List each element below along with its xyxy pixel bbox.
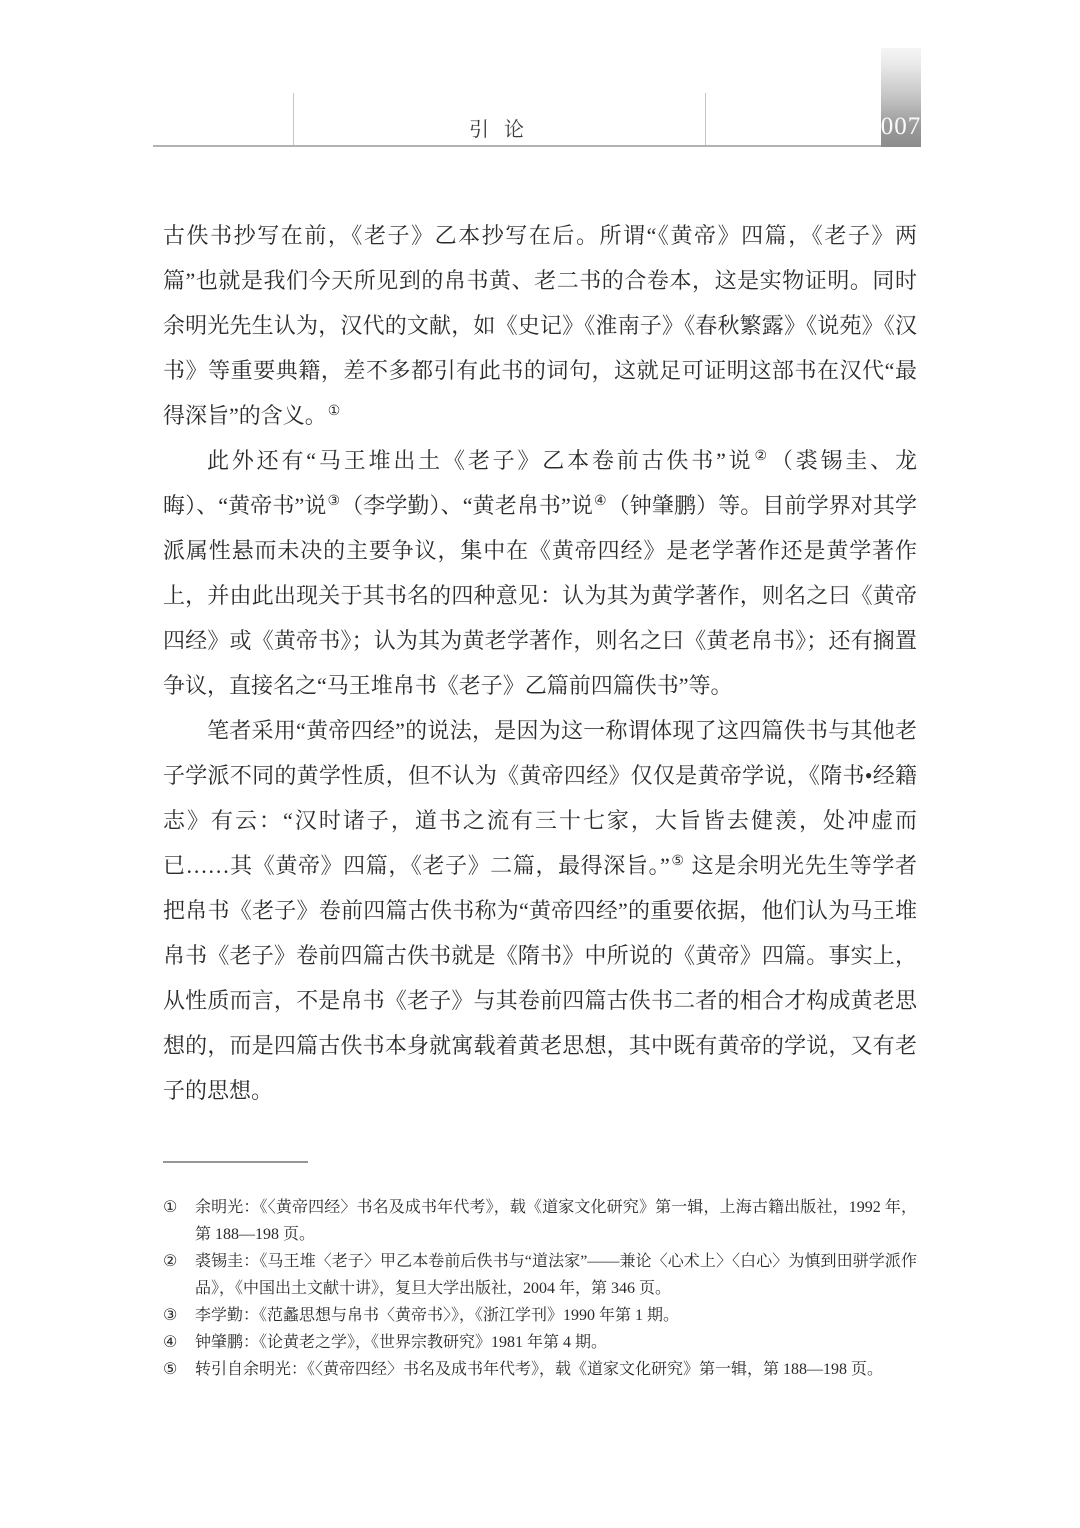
body-text [163, 213, 917, 1113]
footnote-item [163, 1356, 917, 1383]
footnote-text: 余明光：《〈黄帝四经〉书名及成书年代考》，载《道家文化研究》第一辑，上海古籍出版社，1992 年，第 188—198 页。 [195, 1199, 917, 1243]
footnote-marker: ⑤ [163, 1361, 178, 1378]
paragraph [163, 708, 917, 1113]
running-title: 引 论 [469, 119, 529, 141]
footnote-marker: ② [163, 1253, 178, 1270]
header-tick-right [705, 93, 706, 145]
footnote-item [163, 1194, 917, 1248]
footnote-item [163, 1329, 917, 1356]
text-run: （钟肇鹏）等。目前学界对其学派属性悬而未决的主要争议，集中在《黄帝四经》是老学著作还是黄学著作上，并由此出现关于其书名的四种意见：认为其为黄学著作，则名之曰《黄帝四经》或《黄帝书》；认为其为黄老学著作，则名之曰《黄老帛书》；还有搁置争议，直接名之“马王堆帛书《老子》乙篇前四篇佚书”等。 [163, 493, 917, 698]
footnote-text: 裘锡圭：《马王堆〈老子〉甲乙本卷前后佚书与“道法家”——兼论〈心术上〉〈白心〉为慎到田骈学派作品》，《中国出土文献十讲》，复旦大学出版社，2004 年，第 346 页。 [195, 1253, 917, 1297]
text-run: 笔者采用“黄帝四经”的说法，是因为这一称谓体现了这四篇佚书与其他老子学派不同的黄学性质，但不认为《黄帝四经》仅仅是黄帝学说，《隋书•经籍志》有云：“汉时诸子，道书之流有三十七家，大旨皆去健羡，处冲虚而已……其《黄帝》四篇，《老子》二篇，最得深旨。” [163, 718, 917, 878]
paragraph [163, 438, 917, 708]
footnote-ref: ④ [594, 494, 607, 509]
text-run: 古佚书抄写在前，《老子》乙本抄写在后。所谓“《黄帝》四篇，《老子》两篇”也就是我们今天所见到的帛书黄、老二书的合卷本，这是实物证明。同时余明光先生认为，汉代的文献，如《史记》《淮南子》《春秋繁露》《说苑》《汉书》等重要典籍，差不多都引有此书的词句，这就足可证明这部书在汉代“最得深旨”的含义。 [163, 223, 917, 428]
text-run: （裘锡圭、龙晦）、“黄帝书”说 [163, 448, 917, 518]
footnote-item [163, 1248, 917, 1302]
text-run: 此外还有“马王堆出土《老子》乙本卷前古佚书”说 [207, 448, 754, 473]
footnote-separator [163, 1161, 308, 1163]
footnote-marker: ③ [163, 1307, 178, 1324]
footnote-ref: ⑤ [670, 854, 685, 869]
footnote-text: 李学勤：《范蠡思想与帛书〈黄帝书〉》，《浙江学刊》1990 年第 1 期。 [195, 1307, 680, 1324]
footnote-ref: ① [327, 404, 341, 419]
footnotes [163, 1194, 917, 1383]
paragraph [163, 213, 917, 438]
footnote-text: 转引自余明光：《〈黄帝四经〉书名及成书年代考》，载《道家文化研究》第一辑，第 188—198 页。 [195, 1361, 884, 1378]
footnote-ref: ③ [327, 494, 341, 509]
footnote-item [163, 1302, 917, 1329]
footnote-marker: ④ [163, 1334, 178, 1351]
page-number-box [881, 48, 921, 147]
header-rule [153, 145, 881, 147]
text-run: （李学勤）、“黄老帛书”说 [341, 493, 593, 518]
footnote-text: 钟肇鹏：《论黄老之学》，《世界宗教研究》1981 年第 4 期。 [195, 1334, 608, 1351]
text-run: 这是余明光先生等学者把帛书《老子》卷前四篇古佚书称为“黄帝四经”的重要依据，他们认为马王堆帛书《老子》卷前四篇古佚书就是《隋书》中所说的《黄帝》四篇。事实上，从性质而言，不是帛书《老子》与其卷前四篇古佚书二者的相合才构成黄老思想的，而是四篇古佚书本身就寓载着黄老思想，其中既有黄帝的学说，又有老子的思想。 [163, 853, 917, 1103]
page-number: 007 [880, 113, 922, 140]
footnote-ref: ② [754, 449, 770, 464]
footnote-marker: ① [163, 1199, 178, 1216]
